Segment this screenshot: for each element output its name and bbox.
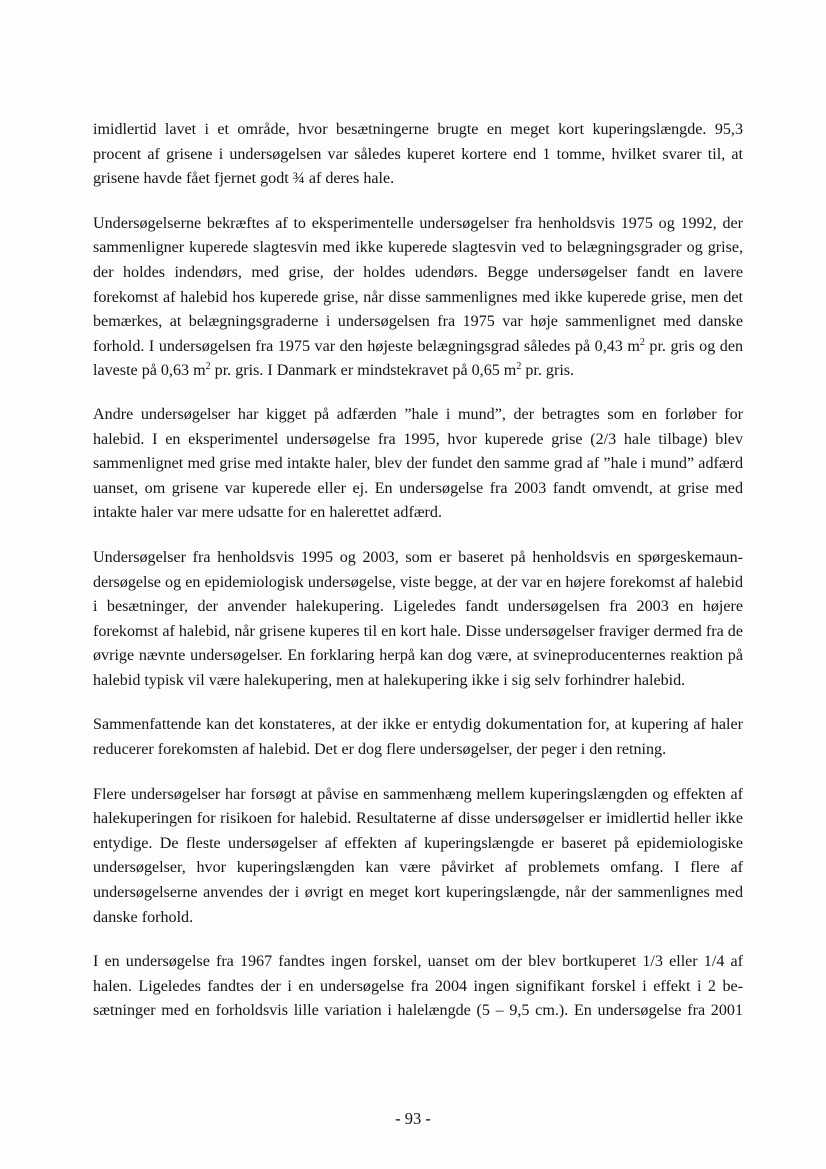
- paragraph-7: I en undersøgelse fra 1967 fandtes ingen forskel, uanset om der blev bortkuperet 1/3 eller 1/4 af halen. Ligeledes fandtes der i en undersøgelse fra 2004 ingen signifikant forskel i effekt i 2 besætninger med en forholdsvis lille variation i halelængde (5 – 9,5 cm.). En undersøgelse fra 2001: [93, 953, 743, 1020]
- paragraph-2: [93, 212, 743, 384]
- paragraph-2-text-a: Undersøgelserne bekræftes af to eksperimentelle undersøgelser fra henholdsvis 1975 og 1992, der sammenligner kuperede slagtesvin med ikke kuperede slagtesvin ved to belægningsgrader og grise, der holdes indendørs, med grise, der holdes udendørs. Begge undersøgelser fandt en lavere forekomst af halebid hos kuperede grise, når disse sammenlignes med ikke kuperede grise, men det bemærkes, at belægningsgraderne i undersøgelsen fra 1975 var høje sammenlignet med danske forhold. I undersøgelsen fra 1975 var den højeste belægningsgrad således på 0,43 m: [93, 214, 743, 355]
- superscript-squared: 2: [205, 361, 211, 373]
- superscript-squared: 2: [639, 336, 645, 348]
- paragraph-6: Flere undersøgelser har forsøgt at påvise en sammenhæng mellem kuperingslængden og effekten af halekuperingen for risikoen for halebid. Resultaterne af disse undersøgelser er imidlertid heller ikke entydige. De fleste undersøgelser af effekten af kuperingslængde er baseret på epidemiologiske undersøgelser, hvor kuperingslængden kan være påvirket af problemets omfang. I flere af undersøgelserne anvendes der i øvrigt en meget kort kuperingslængde, når der sammenlignes med danske forhold.: [93, 785, 743, 926]
- paragraph-3: Andre undersøgelser har kigget på adfærden ”hale i mund”, der betragtes som en forløber for halebid. I en eksperimentel undersøgelse fra 1995, hvor kuperede grise (2/3 hale tilbage) blev sammenlignet med grise med intakte haler, blev der fundet den samme grad af ”hale i mund” adfærd uanset, om grisene var kuperede eller ej. En undersøgelse fra 2003 fandt omvendt, at grise med intakte haler var mere udsatte for en halerettet adfærd.: [93, 405, 743, 522]
- paragraph-2-text-c: pr. gris. I Danmark er mindstekravet på 0,65 m: [210, 362, 517, 380]
- body-text: [93, 118, 743, 1044]
- paragraph-1-line-1: imidlertid lavet i et område, hvor besætningerne brugte en meget kort kuperingslængde. 95,3: [93, 121, 743, 138]
- paragraph-4: Undersøgelser fra henholdsvis 1995 og 2003, som er baseret på henholdsvis en spørgeskemaundersøgelse og en epidemiologisk undersøgelse, viste begge, at der var en højere forekomst af halebid i besætninger, der anvender halekupering. Ligeledes fandt undersøgelsen fra 2003 en højere forekomst af halebid, når grisene kuperes til en kort hale. Disse undersøgelser fraviger dermed fra de øvrige nævnte undersøgelser. En forklaring herpå kan dog være, at svineproducenternes reaktion på halebid typisk vil være halekupering, men at halekupering ikke i sig selv forhindrer halebid.: [93, 548, 743, 689]
- paragraph-5: Sammenfattende kan det konstateres, at der ikke er entydig dokumentation for, at kupering af haler reducerer forekomsten af halebid. Det er dog flere undersøgelser, der peger i den retning.: [93, 716, 743, 759]
- page-number: - 93 -: [395, 1109, 431, 1128]
- paragraph-1-line-3: grisene havde fået fjernet godt ¾ af deres hale.: [93, 170, 395, 188]
- paragraph-1: [93, 118, 743, 192]
- superscript-squared: 2: [516, 361, 522, 373]
- paragraph-2-text-d: pr. gris.: [521, 362, 575, 380]
- paragraph-1-line-2: procent af grisene i undersøgelsen var således kuperet kortere end 1 tomme, hvilket svarer til, at: [93, 145, 743, 163]
- paragraph-2-text-b: pr. gris og den laveste på 0,63 m: [93, 337, 744, 380]
